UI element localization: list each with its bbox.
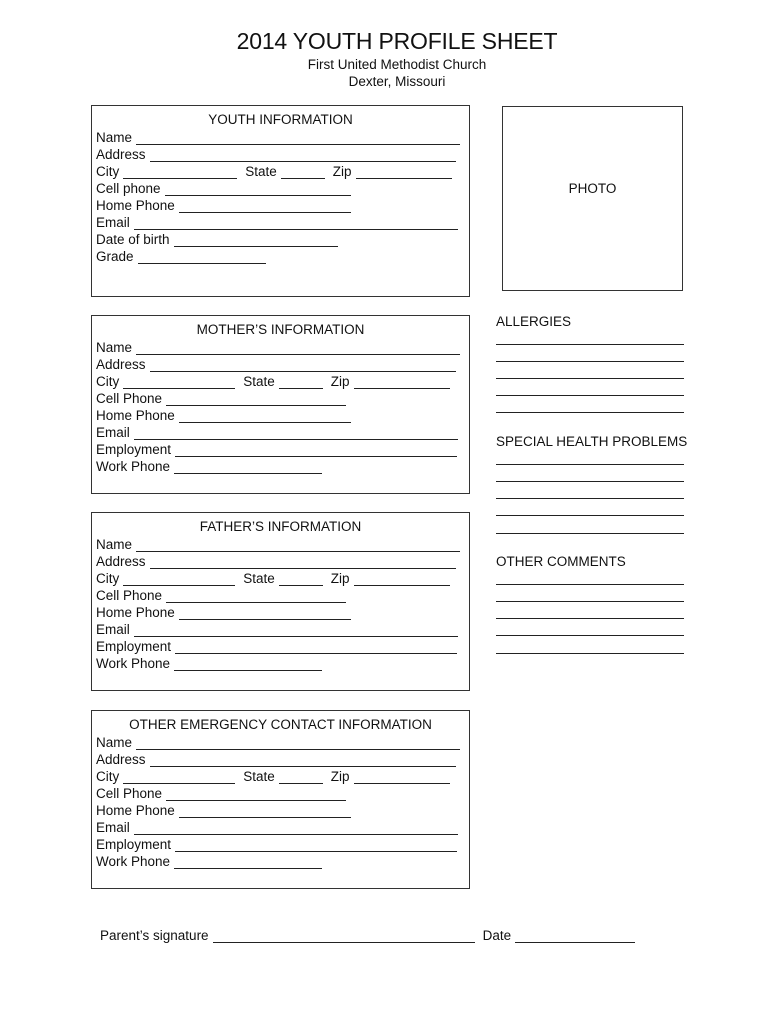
youth-city-field[interactable] [123,166,237,179]
health-line-4[interactable] [496,515,684,516]
mother-work-label: Work Phone [96,459,171,474]
mother-information-section [91,315,470,494]
mother-name-row [96,338,460,355]
allergies-line-5[interactable] [496,412,684,413]
mother-section-title: MOTHER’S INFORMATION [196,322,365,337]
allergies-line-4[interactable] [496,395,684,396]
father-work-row [96,654,322,671]
youth-cell-label: Cell phone [96,181,161,196]
mother-cell-label: Cell Phone [96,391,163,406]
youth-cell-row [96,179,351,196]
mother-zip-field[interactable] [354,376,450,389]
youth-dob-field[interactable] [174,234,338,247]
mother-zip-label: Zip [330,374,350,389]
father-state-label: State [243,571,275,586]
father-email-label: Email [96,622,130,637]
father-name-row [96,535,460,552]
emergency-name-row [96,733,460,750]
youth-cell-field[interactable] [165,183,351,196]
date-field[interactable] [515,930,635,943]
emergency-email-field[interactable] [134,822,458,835]
emergency-name-label: Name [96,735,133,750]
page-title: 2014 YOUTH PROFILE SHEET [236,28,558,54]
father-city-label: City [96,571,120,586]
father-home-label: Home Phone [96,605,175,620]
mother-state-label: State [243,374,275,389]
emergency-employment-label: Employment [96,837,172,852]
youth-address-label: Address [96,147,146,162]
photo-box[interactable] [502,106,683,291]
emergency-employment-row [96,835,457,852]
youth-zip-field[interactable] [356,166,452,179]
emergency-address-row [96,750,456,767]
mother-name-label: Name [96,340,133,355]
father-name-label: Name [96,537,133,552]
father-employment-field[interactable] [175,641,457,654]
mother-name-field[interactable] [136,342,460,355]
other-comments-label: OTHER COMMENTS [496,554,626,569]
father-employment-label: Employment [96,639,172,654]
father-city-field[interactable] [123,573,235,586]
mother-employment-label: Employment [96,442,172,457]
allergies-line-2[interactable] [496,361,684,362]
comments-line-5[interactable] [496,653,684,654]
father-zip-field[interactable] [354,573,450,586]
emergency-employment-field[interactable] [175,839,457,852]
emergency-home-field[interactable] [179,805,351,818]
allergies-line-1[interactable] [496,344,684,345]
health-line-2[interactable] [496,481,684,482]
youth-name-row [96,128,460,145]
youth-email-row [96,213,458,230]
emergency-city-row [96,767,450,784]
comments-line-4[interactable] [496,635,684,636]
father-state-field[interactable] [279,573,323,586]
father-address-field[interactable] [150,556,456,569]
allergies-label: ALLERGIES [496,314,572,329]
mother-work-row [96,457,322,474]
mother-city-label: City [96,374,120,389]
youth-address-field[interactable] [150,149,456,162]
father-section-title: FATHER’S INFORMATION [199,519,362,534]
youth-city-row [96,162,452,179]
father-work-label: Work Phone [96,656,171,671]
mother-email-label: Email [96,425,130,440]
emergency-section-title: OTHER EMERGENCY CONTACT INFORMATION [129,717,432,732]
emergency-name-field[interactable] [136,737,460,750]
mother-address-row [96,355,456,372]
mother-home-row [96,406,351,423]
mother-employment-field[interactable] [175,444,457,457]
father-address-row [96,552,456,569]
father-cell-row [96,586,346,603]
emergency-zip-label: Zip [330,769,350,784]
mother-home-field[interactable] [179,410,351,423]
youth-name-label: Name [96,130,133,145]
youth-home-row [96,196,351,213]
emergency-state-field[interactable] [279,771,323,784]
father-employment-row [96,637,457,654]
emergency-cell-row [96,784,346,801]
youth-home-field[interactable] [179,200,351,213]
father-home-field[interactable] [179,607,351,620]
health-problems-label: SPECIAL HEALTH PROBLEMS [496,434,688,449]
emergency-address-label: Address [96,752,146,767]
father-zip-label: Zip [330,571,350,586]
father-email-field[interactable] [134,624,458,637]
emergency-email-label: Email [96,820,130,835]
mother-email-field[interactable] [134,427,458,440]
comments-line-2[interactable] [496,601,684,602]
youth-grade-label: Grade [96,249,134,264]
health-line-5[interactable] [496,533,684,534]
youth-home-label: Home Phone [96,198,175,213]
emergency-home-label: Home Phone [96,803,175,818]
church-location: Dexter, Missouri [348,74,446,89]
youth-address-row [96,145,456,162]
photo-label: PHOTO [568,181,617,196]
youth-email-label: Email [96,215,130,230]
allergies-line-3[interactable] [496,378,684,379]
emergency-contact-section [91,710,470,889]
emergency-state-label: State [243,769,275,784]
youth-state-label: State [245,164,277,179]
father-work-field[interactable] [174,658,322,671]
father-address-label: Address [96,554,146,569]
father-home-row [96,603,351,620]
emergency-address-field[interactable] [150,754,456,767]
date-label: Date [482,928,512,943]
father-email-row [96,620,458,637]
mother-employment-row [96,440,457,457]
father-information-section [91,512,470,691]
emergency-email-row [96,818,458,835]
youth-zip-label: Zip [332,164,352,179]
emergency-home-row [96,801,351,818]
youth-grade-row [96,247,266,264]
mother-email-row [96,423,458,440]
youth-name-field[interactable] [136,132,460,145]
mother-city-field[interactable] [123,376,235,389]
emergency-cell-field[interactable] [166,788,346,801]
father-cell-label: Cell Phone [96,588,163,603]
youth-grade-field[interactable] [138,251,266,264]
mother-cell-field[interactable] [166,393,346,406]
father-name-field[interactable] [136,539,460,552]
emergency-city-field[interactable] [123,771,235,784]
youth-city-label: City [96,164,120,179]
mother-state-field[interactable] [279,376,323,389]
youth-state-field[interactable] [281,166,325,179]
parent-signature-field[interactable] [213,930,475,943]
mother-cell-row [96,389,346,406]
comments-line-1[interactable] [496,584,684,585]
emergency-work-field[interactable] [174,856,322,869]
father-city-row [96,569,450,586]
emergency-work-row [96,852,322,869]
mother-address-label: Address [96,357,146,372]
church-name: First United Methodist Church [307,57,487,72]
emergency-work-label: Work Phone [96,854,171,869]
youth-dob-label: Date of birth [96,232,170,247]
comments-line-3[interactable] [496,618,684,619]
mother-city-row [96,372,450,389]
mother-home-label: Home Phone [96,408,175,423]
father-cell-field[interactable] [166,590,346,603]
health-line-3[interactable] [496,498,684,499]
youth-email-field[interactable] [134,217,458,230]
signature-row [100,928,635,943]
mother-address-field[interactable] [150,359,456,372]
emergency-city-label: City [96,769,120,784]
parent-signature-label: Parent’s signature [100,928,209,943]
health-line-1[interactable] [496,464,684,465]
emergency-zip-field[interactable] [354,771,450,784]
emergency-cell-label: Cell Phone [96,786,163,801]
youth-information-section [91,105,470,297]
mother-work-field[interactable] [174,461,322,474]
youth-section-title: YOUTH INFORMATION [208,112,353,127]
youth-dob-row [96,230,338,247]
